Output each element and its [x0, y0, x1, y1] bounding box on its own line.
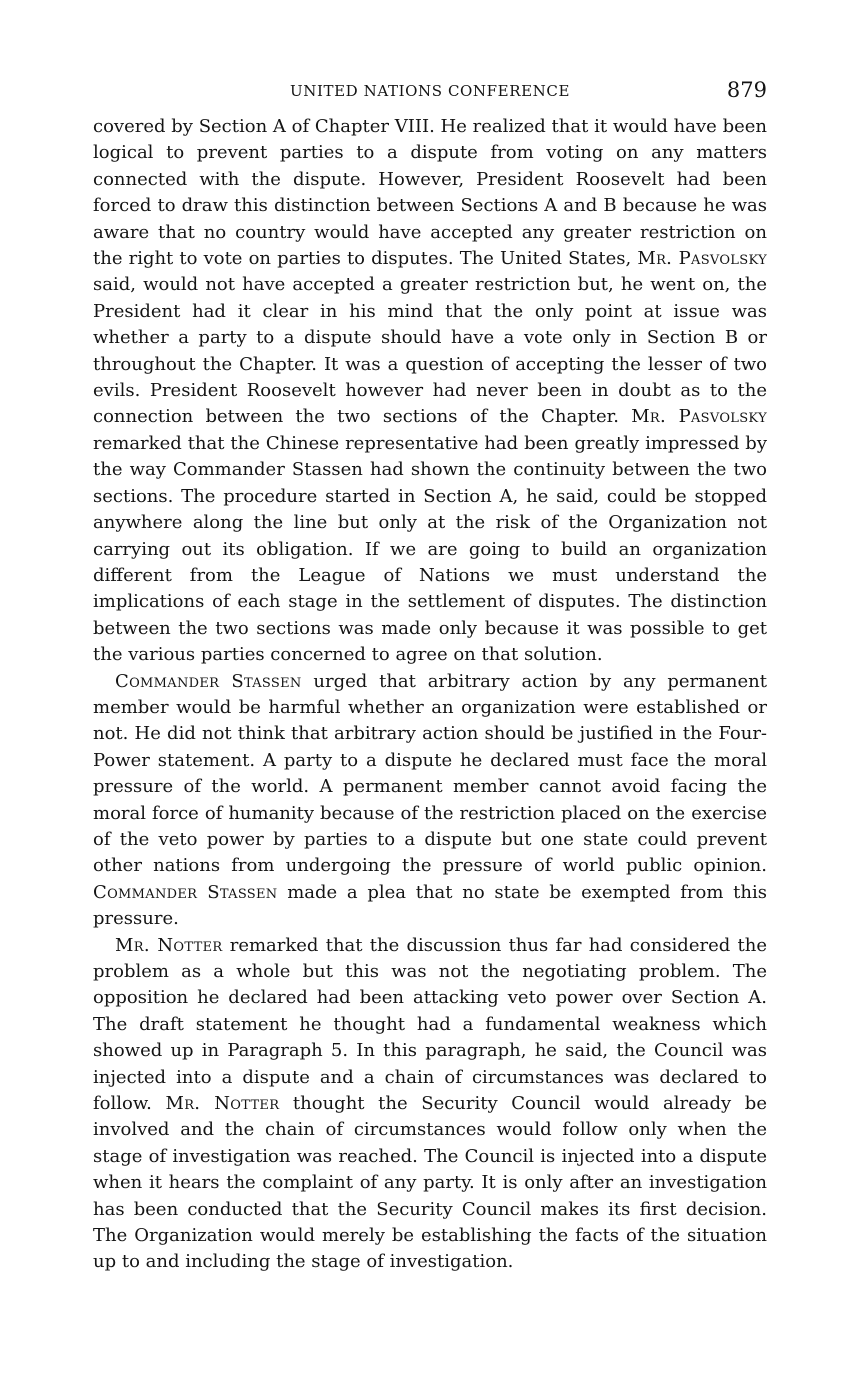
speaker-name: Mr. Pasvolsky	[637, 248, 767, 270]
speaker-name: Commander Stassen	[115, 670, 302, 692]
speaker-name: Mr. Notter	[165, 1093, 280, 1115]
speaker-name: Mr. Notter	[115, 934, 223, 956]
paragraph-3	[93, 933, 767, 1276]
text-run: covered by Section A of Chapter VIII. He realized that it would have been logical to prevent parties to a dispute from voting on any matters connected with the dispute. However, President Roosevelt had been forced to draw this distinction between Sections A and B because he was aware that no country would have accepted any greater restriction on the right to vote on parties to disputes. The United States,	[93, 116, 767, 270]
body-text	[93, 114, 767, 1276]
running-title: UNITED NATIONS CONFERENCE	[289, 82, 571, 100]
text-run: said, would not have accepted a greater restriction but, he went on, the President had it clear in his mind that the only point at issue was whether a party to a dispute should have a vote only in Section B or throughout the Chapter. It was a question of accepting the lesser of two evils. President Roosevelt however had never been in doubt as to the connection between the two sections of the Chapter.	[93, 274, 767, 428]
page-number: 879	[726, 78, 767, 102]
text-run: urged that arbitrary action by any permanent member would be harmful whether an organization were established or not. He did not think that arbitrary action should be justified in the Four-Power statement. A party to a dispute he declared must face the moral pressure of the world. A permanent member cannot avoid facing the moral force of humanity because of the restriction placed on the exercise of the veto power by parties to a dispute but one state could prevent other nations from undergoing the pressure of world public opinion.	[93, 670, 767, 877]
text-run: remarked that the Chinese representative had been greatly impressed by the way Commander Stassen had shown the continuity between the two sections. The procedure started in Section A, he said, could be stopped anywhere along the line but only at the risk of the Organization not carrying out its obligation. If we are going to build an organization different from the League of Nations we must understand the implications of each stage in the settlement of disputes. The distinction between the two sections was made only because it was possible to get the various parties concerned to agree on that solution.	[93, 432, 767, 666]
text-run: thought the Security Council would already be involved and the chain of circumstances would follow only when the stage of investigation was reached. The Council is injected into a dispute when it hears the complaint of any party. It is only after an investigation has been conducted that the Security Council makes its first decision. The Organization would merely be establishing the facts of the situation up to and including the stage of investigation.	[93, 1093, 767, 1273]
paragraph-1	[93, 114, 767, 669]
running-header	[93, 78, 767, 108]
text-run: remarked that the discussion thus far had considered the problem as a whole but this was not the negotiating problem. The opposition he declared had been attacking veto power over Section A. The draft statement he thought had a fundamental weakness which showed up in Paragraph 5. In this paragraph, he said, the Council was injected into a dispute and a chain of circumstances was declared to follow.	[93, 934, 767, 1115]
text-run: made a plea that no state be exempted from this pressure.	[93, 881, 767, 930]
document-page	[93, 78, 767, 1276]
paragraph-2	[93, 669, 767, 933]
speaker-name: Mr. Pasvolsky	[631, 406, 767, 428]
speaker-name: Commander Stassen	[93, 881, 278, 903]
